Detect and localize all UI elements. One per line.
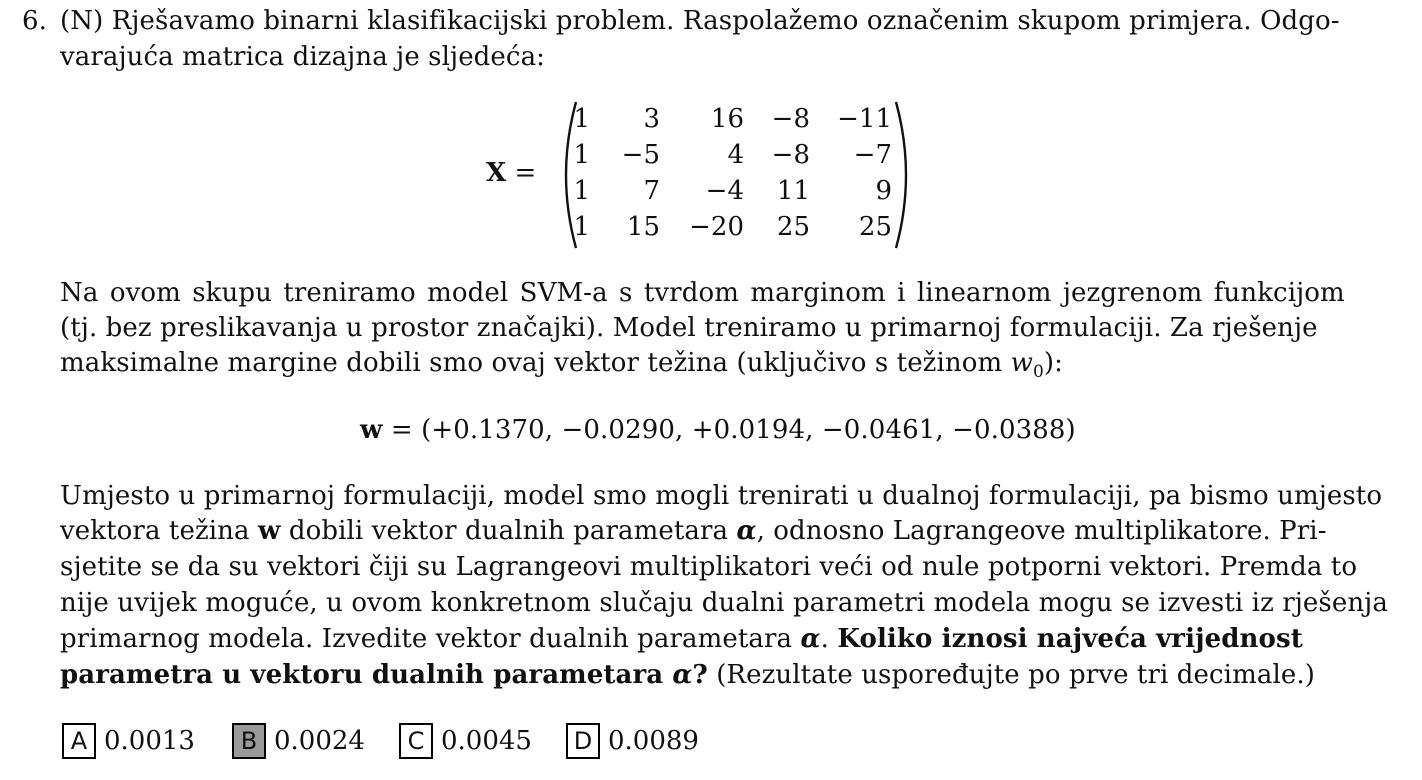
matrix-cell: −8 [771, 104, 810, 134]
question-text-part2: parametra u vektoru dualnih parametara [60, 660, 673, 690]
matrix-cell: 7 [643, 176, 660, 206]
right-paren-icon [890, 100, 920, 250]
option-c-letter[interactable]: C [399, 723, 433, 759]
matrix-cell: −5 [621, 140, 660, 170]
option-d-letter[interactable]: D [566, 723, 600, 759]
option-a-letter[interactable]: A [62, 723, 96, 759]
matrix-cell: 16 [710, 104, 744, 134]
para2-line-1: Na ovom skupu treniramo model SVM-a s tvrdom marginom i linearnom jezgrenom funkcijom [60, 278, 1345, 308]
intro-line-1: (N) Rješavamo binarni klasifikacijski problem. Raspolažemo označenim skupom primjera. Odgo- [60, 6, 1340, 36]
matrix-cell: 1 [573, 212, 590, 242]
option-b-letter[interactable]: B [232, 723, 266, 759]
matrix-cell: −8 [771, 140, 810, 170]
matrix-cell: −4 [705, 176, 744, 206]
matrix-cell: 25 [858, 212, 892, 242]
matrix-cell: −11 [837, 104, 892, 134]
option-b-value: 0.0024 [274, 726, 365, 756]
intro-line-2: varajuća matrica dizajna je sljedeća: [60, 42, 546, 72]
matrix-symbol: X [486, 158, 507, 188]
weight-vector-symbol: w [360, 415, 383, 445]
matrix-cell: 4 [727, 140, 744, 170]
matrix-cell: −7 [853, 140, 892, 170]
matrix-cell: 25 [776, 212, 810, 242]
option-a[interactable] [62, 722, 195, 760]
option-b[interactable] [232, 722, 365, 760]
para3-line-4: nije uvijek moguće, u ovom konkretnom slučaju dualni parametri modela mogu se izvesti iz rješenja [60, 588, 1388, 618]
para3-line-3: sjetite se da su vektori čiji su Lagrangeovi multiplikatori veći od nule potporni vektori. Premda to [60, 552, 1358, 582]
matrix-cell: 15 [626, 212, 660, 242]
matrix-cell: 11 [776, 176, 810, 206]
option-d-value: 0.0089 [608, 726, 699, 756]
para3-line-1: Umjesto u primarnoj formulaciji, model smo mogli trenirati u dualnoj formulaciji, pa bismo umjesto [60, 481, 1383, 511]
option-c[interactable] [399, 722, 532, 760]
weight-vector-equation [360, 415, 1076, 445]
problem-number: 6. [22, 6, 48, 36]
matrix-cell: 1 [573, 176, 590, 206]
option-a-value: 0.0013 [104, 726, 195, 756]
question-text-part1: Koliko iznosi najveća vrijednost [837, 624, 1303, 654]
matrix-cell: 3 [643, 104, 660, 134]
matrix-label: X = [486, 158, 537, 188]
option-d[interactable] [566, 722, 699, 760]
para3-line-6: parametra u vektoru dualnih parametara α? (Rezultate uspoređujte po prve tri decimale.) [60, 660, 1315, 690]
matrix-cell: 9 [875, 176, 892, 206]
design-matrix [486, 100, 926, 250]
weight-vector-values: = (+0.1370, −0.0290, +0.0194, −0.0461, −0.0388) [382, 415, 1076, 445]
para3-line-5: primarnog modela. Izvedite vektor dualnih parametara α. Koliko iznosi najveća vrijednost [60, 624, 1303, 654]
para2-line-3: maksimalne margine dobili smo ovaj vektor težina (uključivo s težinom $w_0$): [60, 348, 1064, 383]
para2-line-2: (tj. bez preslikavanja u prostor značajki). Model treniramo u primarnoj formulaciji. Za rješenje [60, 313, 1318, 343]
option-c-value: 0.0045 [441, 726, 532, 756]
matrix-cell: −20 [689, 212, 744, 242]
matrix-cell: 1 [573, 104, 590, 134]
matrix-cell: 1 [573, 140, 590, 170]
para3-line-2: vektora težina w dobili vektor dualnih parametara α, odnosno Lagrangeove multiplikatore. Pri- [60, 516, 1327, 546]
